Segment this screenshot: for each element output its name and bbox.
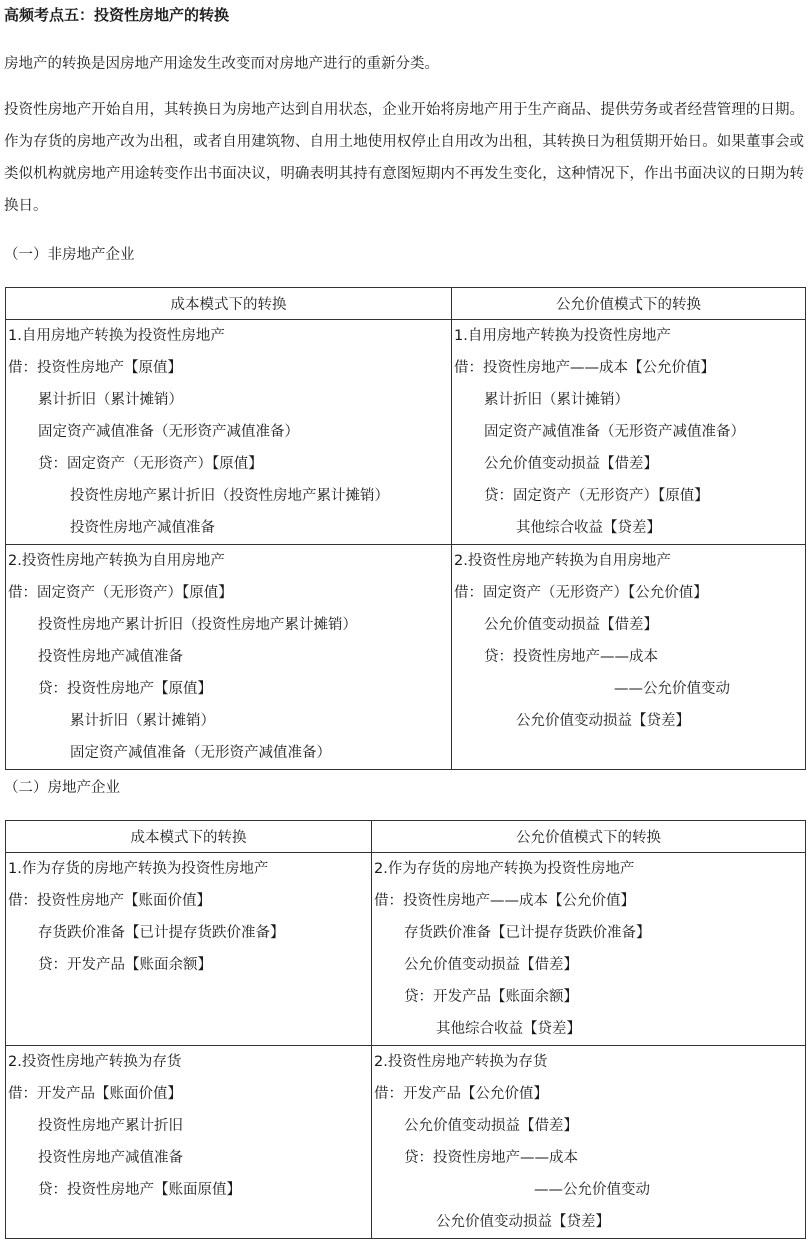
conversion-date-paragraph: 投资性房地产开始自用，其转换日为房地产达到自用状态，企业开始将房地产用于生产商品、提供劳务或者经营管理的日期。作为存货的房地产改为出租，或者自用建筑物、自用土地使用权停止自用改为出租，其转换日为租赁期开始日。如果董事会或类似机构就房地产用途转变作出书面决议，明确表明其持有意图短期内不再发生变化，这种情况下，作出书面决议的日期为转换日。: [4, 102, 804, 214]
entry-line: 存货跌价准备【已计提存货跌价准备】: [404, 925, 651, 941]
entry-line: 借：开发产品【公允价值】: [374, 1086, 548, 1102]
real-estate-table: [5, 820, 806, 1239]
entry-line: 2.投资性房地产转换为存货: [8, 1054, 182, 1070]
fair-value-model-cell: [372, 853, 806, 1046]
entry-line: 投资性房地产累计折旧: [38, 1118, 183, 1134]
entry-line: 投资性房地产累计折旧（投资性房地产累计摊销）: [38, 617, 357, 633]
entry-line: 投资性房地产减值准备: [38, 649, 183, 665]
entry-line: 公允价值变动损益【借差】: [404, 957, 578, 973]
entry-line: 公允价值变动损益【贷差】: [516, 713, 690, 729]
entry-line: 借：固定资产（无形资产）【公允价值】: [454, 585, 708, 601]
entry-line: 借：投资性房地产【原值】: [8, 360, 182, 376]
entry-line: 投资性房地产减值准备: [38, 1150, 183, 1166]
entry-line: 其他综合收益【贷差】: [436, 1021, 581, 1037]
cost-model-cell: [6, 320, 452, 545]
entry-line: 贷：固定资产（无形资产）【原值】: [484, 488, 709, 504]
entry-line: 贷：投资性房地产——成本: [484, 649, 658, 665]
entry-line: 1.自用房地产转换为投资性房地产: [454, 328, 671, 344]
entry-line: 2.投资性房地产转换为存货: [374, 1054, 548, 1070]
cost-model-cell: [6, 545, 452, 770]
table-row: [6, 320, 806, 545]
table-row: [6, 853, 806, 1046]
entry-line: 累计折旧（累计摊销）: [484, 392, 629, 408]
entry-line: 借：投资性房地产——成本【公允价值】: [454, 360, 715, 376]
entry-line: 1.自用房地产转换为投资性房地产: [8, 328, 225, 344]
column-header-cost-model: 成本模式下的转换: [6, 288, 452, 320]
entry-line: 公允价值变动损益【借差】: [484, 617, 658, 633]
intro-paragraph: 房地产的转换是因房地产用途发生改变而对房地产进行的重新分类。: [4, 56, 439, 72]
entry-line: 2.作为存货的房地产转换为投资性房地产: [374, 861, 635, 877]
entry-line: 2.投资性房地产转换为自用房地产: [8, 553, 225, 569]
non-real-estate-table: [5, 287, 806, 770]
entry-line: 贷：开发产品【账面余额】: [404, 989, 578, 1005]
cost-model-cell: [6, 853, 372, 1046]
entry-line: 1.作为存货的房地产转换为投资性房地产: [8, 861, 269, 877]
entry-line: 投资性房地产累计折旧（投资性房地产累计摊销）: [70, 488, 389, 504]
entry-line: 固定资产减值准备（无形资产减值准备）: [70, 745, 331, 761]
entry-line: 存货跌价准备【已计提存货跌价准备】: [38, 925, 285, 941]
column-header-fair-value-model: 公允价值模式下的转换: [372, 821, 806, 853]
section-heading-real-estate: （二）房地产企业: [4, 780, 120, 796]
entry-line: 固定资产减值准备（无形资产减值准备）: [38, 424, 299, 440]
cost-model-cell: [6, 1046, 372, 1239]
entry-line: 借：固定资产（无形资产）【原值】: [8, 585, 233, 601]
table-row: [6, 1046, 806, 1239]
entry-line: 借：开发产品【账面价值】: [8, 1086, 182, 1102]
entry-line: 其他综合收益【贷差】: [516, 520, 661, 536]
table-row: [6, 545, 806, 770]
entry-line: 借：投资性房地产【账面价值】: [8, 893, 211, 909]
fair-value-model-cell: [452, 545, 806, 770]
entry-line: ——公允价值变动: [534, 1182, 650, 1198]
page-title: 高频考点五：投资性房地产的转换: [4, 6, 230, 24]
column-header-fair-value-model: 公允价值模式下的转换: [452, 288, 806, 320]
table-header-row: [6, 821, 806, 853]
column-header-cost-model: 成本模式下的转换: [6, 821, 372, 853]
entry-line: 公允价值变动损益【借差】: [484, 456, 658, 472]
entry-line: 借：投资性房地产——成本【公允价值】: [374, 893, 635, 909]
entry-line: 累计折旧（累计摊销）: [38, 392, 183, 408]
entry-line: 固定资产减值准备（无形资产减值准备）: [484, 424, 745, 440]
entry-line: 累计折旧（累计摊销）: [70, 713, 215, 729]
entry-line: 2.投资性房地产转换为自用房地产: [454, 553, 671, 569]
fair-value-model-cell: [372, 1046, 806, 1239]
entry-line: 公允价值变动损益【贷差】: [436, 1214, 610, 1230]
entry-line: 公允价值变动损益【借差】: [404, 1118, 578, 1134]
entry-line-spacer: [452, 737, 805, 769]
fair-value-model-cell: [452, 320, 806, 545]
entry-line: 投资性房地产减值准备: [70, 520, 215, 536]
entry-line: 贷：固定资产（无形资产）【原值】: [38, 456, 263, 472]
section-heading-non-real-estate: （一）非房地产企业: [4, 247, 135, 263]
entry-line: 贷：投资性房地产——成本: [404, 1150, 578, 1166]
entry-line: 贷：开发产品【账面余额】: [38, 957, 212, 973]
entry-line: ——公允价值变动: [614, 681, 730, 697]
entry-line: 贷：投资性房地产【账面原值】: [38, 1182, 241, 1198]
table-header-row: [6, 288, 806, 320]
entry-line: 贷：投资性房地产【原值】: [38, 681, 212, 697]
